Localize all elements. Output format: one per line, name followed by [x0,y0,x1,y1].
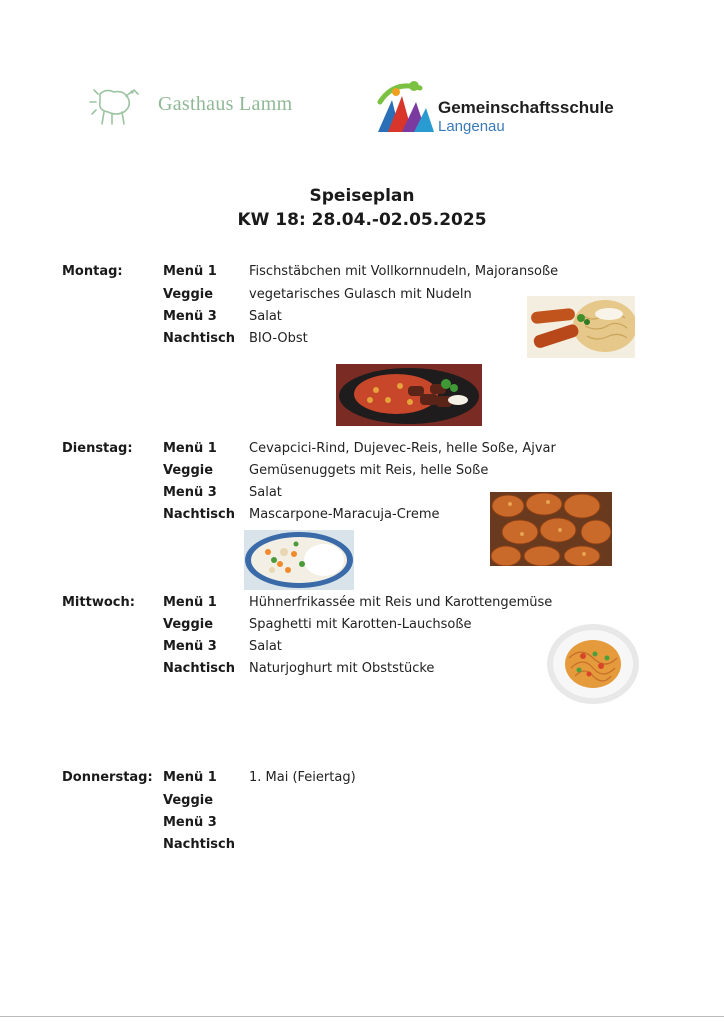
label-veggie: Veggie [163,793,214,808]
day-thursday: Donnerstag: [62,770,153,785]
dish-dessert: BIO-Obst [249,331,308,346]
vegetable-nuggets-photo [490,492,612,566]
label-dessert: Nachtisch [163,507,235,522]
dish-veggie: Spaghetti mit Karotten-Lauchsoße [249,617,472,632]
label-menu1: Menü 1 [163,770,217,785]
school-location: Langenau [438,118,505,135]
spaghetti-photo [543,620,641,706]
label-menu3: Menü 3 [163,815,217,830]
dish-menu1: Cevapcici-Rind, Dujevec-Reis, helle Soße, Ajvar [249,441,556,456]
day-wednesday: Mittwoch: [62,595,135,610]
day-tuesday: Dienstag: [62,441,133,456]
label-dessert: Nachtisch [163,661,235,676]
school-name: Gemeinschaftsschule [438,98,614,117]
label-menu1: Menü 1 [163,595,217,610]
dish-menu3: Salat [249,639,282,654]
label-dessert: Nachtisch [163,837,235,852]
dish-veggie: Gemüsenuggets mit Reis, helle Soße [249,463,489,478]
school-logo [374,78,634,140]
label-menu1: Menü 1 [163,264,217,279]
dish-dessert: Mascarpone-Maracuja-Creme [249,507,440,522]
dish-dessert: Naturjoghurt mit Obststücke [249,661,435,676]
gasthaus-lamm-logo [86,80,326,130]
label-menu3: Menü 3 [163,309,217,324]
label-dessert: Nachtisch [163,331,235,346]
dish-veggie: vegetarisches Gulasch mit Nudeln [249,287,472,302]
chicken-fricassee-photo [244,530,354,590]
page-title: Speiseplan [309,186,415,206]
gasthaus-lamm-name: Gasthaus Lamm [158,93,293,115]
lamb-icon [86,80,146,130]
dish-menu3: Salat [249,309,282,324]
label-veggie: Veggie [163,463,214,478]
dish-menu1: Fischstäbchen mit Vollkornnudeln, Majoransoße [249,264,559,279]
week-range: KW 18: 28.04.-02.05.2025 [237,210,487,230]
day-monday: Montag: [62,264,123,279]
fish-sticks-photo [527,296,635,358]
school-people-icon [374,78,436,138]
page-edge-divider [0,1016,724,1017]
goulash-photo [336,364,482,426]
dish-menu1: 1. Mai (Feiertag) [249,770,356,785]
label-menu3: Menü 3 [163,485,217,500]
label-menu1: Menü 1 [163,441,217,456]
dish-menu1: Hühnerfrikassée mit Reis und Karottengemüse [249,595,553,610]
label-veggie: Veggie [163,287,214,302]
label-menu3: Menü 3 [163,639,217,654]
dish-menu3: Salat [249,485,282,500]
label-veggie: Veggie [163,617,214,632]
